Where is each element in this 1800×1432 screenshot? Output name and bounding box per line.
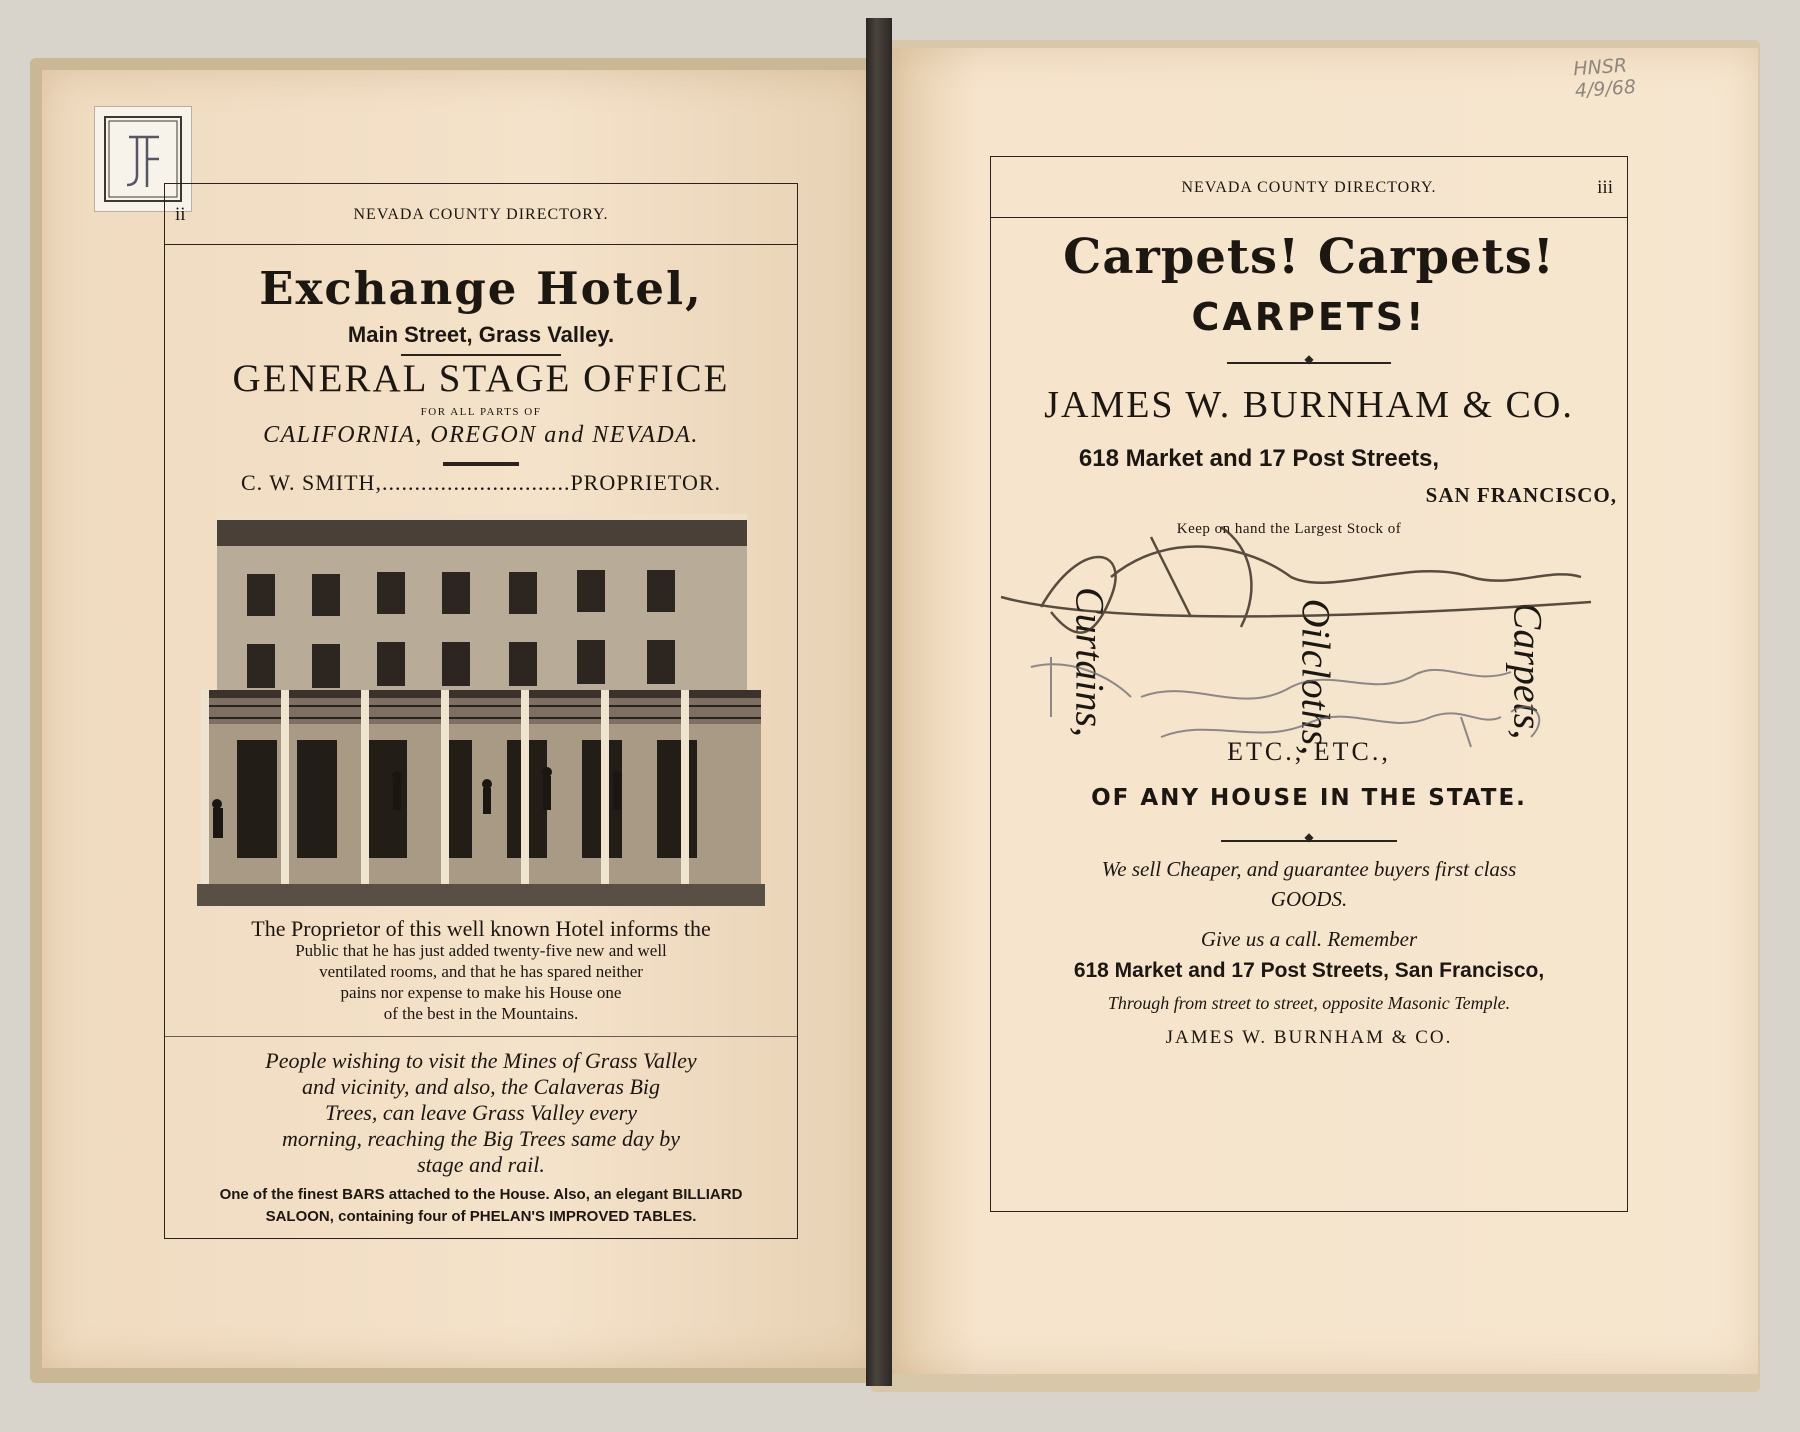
stage-office-title: GENERAL STAGE OFFICE [232, 357, 730, 400]
full-address: 618 Market and 17 Post Streets, San Francisco, [1073, 959, 1545, 982]
for-all-parts: FOR ALL PARTS OF [420, 406, 542, 418]
firm-name: JAMES W. BURNHAM & CO. [1044, 384, 1574, 426]
book-spine [866, 18, 892, 1386]
hotel-engraving [197, 514, 765, 906]
burnham-carpets-ad [990, 156, 1628, 1212]
hotel-description: The Proprietor of this well known Hotel informs the Public that he has just added twenty-five new and well ventilated rooms, and that he has spared neither pains nor expense to make his House one of the best in the Mountains. [251, 916, 711, 1023]
ornamental-divider [1221, 835, 1397, 847]
stock-line: Keep on hand the Largest Stock of [1176, 521, 1402, 537]
page-header-right [991, 157, 1627, 218]
goods-line: GOODS. [1270, 887, 1348, 911]
any-house-line: OF ANY HOUSE IN THE STATE. [1091, 785, 1527, 811]
divider [443, 462, 519, 466]
hotel-name: Exchange Hotel, [259, 262, 703, 315]
ornamental-divider [1227, 357, 1391, 369]
sell-cheaper-line: We sell Cheaper, and guarantee buyers first class [1101, 857, 1517, 881]
page-number: iii [1597, 177, 1613, 198]
hotel-address: Main Street, Grass Valley. [347, 322, 615, 347]
address-line-2: SAN FRANCISCO, [1425, 483, 1617, 507]
proprietor-line: C. W. SMITH,.............................PROPRIETOR. [240, 470, 722, 495]
headline-carpets: Carpets! Carpets! [1063, 229, 1555, 285]
divider [165, 1036, 797, 1037]
call-line: Give us a call. Remember [1200, 927, 1418, 951]
headline-carpets-caps: CARPETS! [1191, 295, 1427, 339]
pencil-note: HNSR 4/9/68 [1572, 54, 1637, 103]
regions-line: CALIFORNIA, OREGON and NEVADA. [263, 422, 699, 448]
exchange-hotel-ad [164, 183, 798, 1239]
goods-carpets: Carpets, [1505, 602, 1551, 740]
goods-oilcloths: Oilcloths, [1293, 598, 1339, 756]
running-title: NEVADA COUNTY DIRECTORY. [353, 206, 609, 223]
running-title: NEVADA COUNTY DIRECTORY. [1181, 179, 1437, 196]
through-line: Through from street to street, opposite Masonic Temple. [1107, 993, 1511, 1013]
goods-curtains: Curtains, [1067, 586, 1113, 738]
address-line-1: 618 Market and 17 Post Streets, [1078, 445, 1440, 472]
etc-line: ETC., ETC., [1227, 737, 1391, 766]
page-number: ii [175, 204, 186, 225]
page-header-left [165, 184, 797, 245]
firm-signature: JAMES W. BURNHAM & CO. [1165, 1027, 1453, 1048]
visit-notice: People wishing to visit the Mines of Grass Valley and vicinity, and also, the Calaveras Big Trees, can leave Grass Valley every morning, reaching the Big Trees same day by stage and rail. [265, 1048, 697, 1177]
bar-notice: One of the finest BARS attached to the House. Also, an elegant BILLIARD SALOON, containing four of PHELAN'S IMPROVED TABLES. [219, 1186, 743, 1225]
